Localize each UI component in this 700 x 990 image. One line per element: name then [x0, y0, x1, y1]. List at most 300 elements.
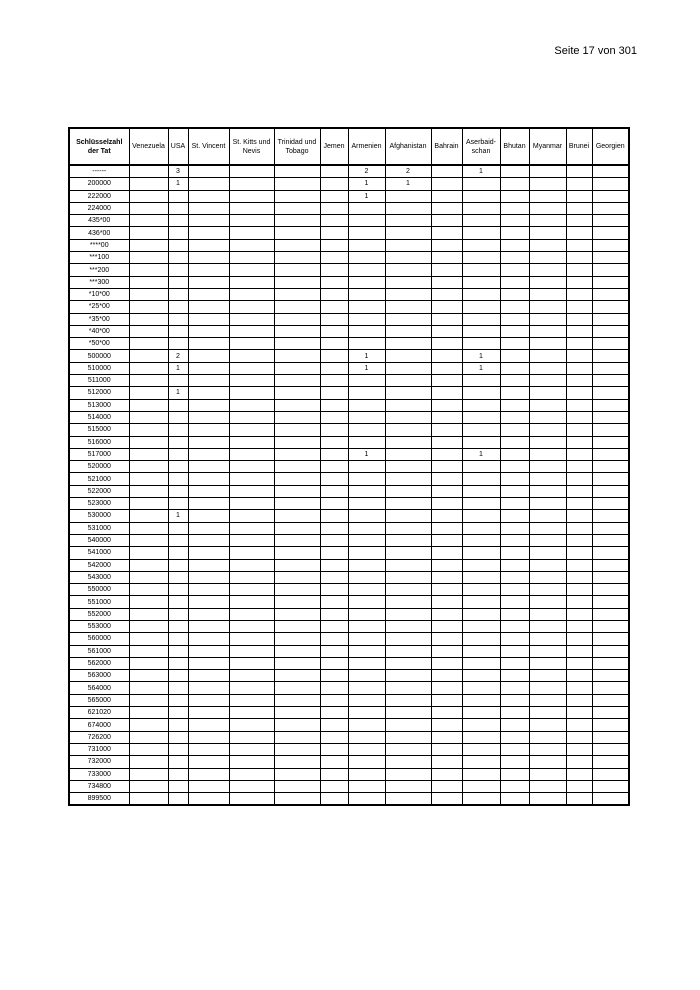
count-cell	[320, 743, 348, 755]
count-cell	[188, 178, 229, 190]
count-cell	[592, 362, 629, 374]
count-cell	[566, 485, 592, 497]
count-cell	[274, 276, 320, 288]
count-cell	[500, 325, 529, 337]
count-cell	[274, 338, 320, 350]
table-row	[69, 534, 629, 546]
count-cell	[431, 534, 462, 546]
table-row	[69, 522, 629, 534]
count-cell	[592, 165, 629, 178]
count-cell	[462, 793, 500, 806]
count-cell	[500, 743, 529, 755]
count-cell	[129, 436, 168, 448]
table-row	[69, 178, 629, 190]
count-cell	[431, 608, 462, 620]
count-cell	[188, 756, 229, 768]
header-label-line: Jemen	[323, 143, 345, 150]
count-cell	[348, 522, 385, 534]
count-cell	[129, 522, 168, 534]
count-cell	[566, 288, 592, 300]
count-cell	[188, 387, 229, 399]
count-cell	[592, 202, 629, 214]
count-cell	[320, 645, 348, 657]
offense-key-cell: 540000	[69, 534, 129, 546]
count-cell	[592, 215, 629, 227]
count-cell	[320, 571, 348, 583]
count-cell	[566, 165, 592, 178]
count-cell	[348, 264, 385, 276]
count-cell	[431, 498, 462, 510]
count-cell	[462, 325, 500, 337]
count-cell	[566, 743, 592, 755]
count-cell	[168, 768, 188, 780]
count-cell	[274, 620, 320, 632]
count-cell	[529, 793, 566, 806]
count-cell	[188, 202, 229, 214]
offense-key-cell: *35*00	[69, 313, 129, 325]
count-cell	[129, 498, 168, 510]
count-cell	[129, 559, 168, 571]
offense-key-cell: 224000	[69, 202, 129, 214]
count-cell	[566, 559, 592, 571]
count-cell	[274, 768, 320, 780]
offense-key-cell: *40*00	[69, 325, 129, 337]
count-cell	[320, 559, 348, 571]
count-cell	[529, 571, 566, 583]
count-cell	[385, 608, 431, 620]
count-cell	[500, 362, 529, 374]
count-cell	[431, 682, 462, 694]
count-cell	[431, 596, 462, 608]
count-cell: 3	[168, 165, 188, 178]
count-cell	[500, 473, 529, 485]
count-cell	[592, 633, 629, 645]
count-cell	[566, 411, 592, 423]
count-cell	[529, 301, 566, 313]
count-cell	[129, 215, 168, 227]
table-row	[69, 547, 629, 559]
table-row	[69, 362, 629, 374]
count-cell	[385, 276, 431, 288]
offense-key-cell: ***100	[69, 252, 129, 264]
count-cell	[592, 731, 629, 743]
count-cell	[274, 547, 320, 559]
count-cell	[462, 547, 500, 559]
table-row	[69, 485, 629, 497]
count-cell	[168, 215, 188, 227]
count-cell	[431, 313, 462, 325]
count-cell	[529, 547, 566, 559]
count-cell	[229, 276, 274, 288]
table-row	[69, 510, 629, 522]
count-cell	[320, 215, 348, 227]
count-cell	[129, 780, 168, 792]
count-cell	[500, 584, 529, 596]
table-row	[69, 436, 629, 448]
count-cell	[592, 264, 629, 276]
count-cell	[592, 719, 629, 731]
count-cell	[566, 756, 592, 768]
offense-key-cell: 521000	[69, 473, 129, 485]
count-cell	[462, 743, 500, 755]
count-cell	[592, 522, 629, 534]
count-cell	[592, 657, 629, 669]
count-cell	[529, 461, 566, 473]
count-cell	[431, 375, 462, 387]
count-cell	[566, 498, 592, 510]
count-cell	[320, 448, 348, 460]
offense-key-cell: ***200	[69, 264, 129, 276]
count-cell	[274, 301, 320, 313]
count-cell	[385, 461, 431, 473]
count-cell	[566, 387, 592, 399]
count-cell	[385, 202, 431, 214]
count-cell	[385, 301, 431, 313]
count-cell	[385, 743, 431, 755]
table-row	[69, 793, 629, 806]
count-cell	[385, 498, 431, 510]
offense-key-cell: 734800	[69, 780, 129, 792]
count-cell	[320, 793, 348, 806]
table-row	[69, 731, 629, 743]
count-cell	[168, 227, 188, 239]
count-cell	[566, 522, 592, 534]
count-cell	[274, 596, 320, 608]
count-cell	[129, 534, 168, 546]
count-cell	[592, 424, 629, 436]
count-cell	[529, 559, 566, 571]
count-cell	[385, 375, 431, 387]
count-cell	[129, 362, 168, 374]
count-cell	[168, 559, 188, 571]
count-cell	[500, 596, 529, 608]
count-cell	[500, 165, 529, 178]
count-cell: 1	[168, 178, 188, 190]
count-cell	[229, 375, 274, 387]
count-cell: 1	[462, 350, 500, 362]
header-armenien	[348, 128, 385, 165]
count-cell	[320, 522, 348, 534]
offense-key-cell: 552000	[69, 608, 129, 620]
header-label-line: St. Vincent	[191, 143, 226, 150]
count-cell	[462, 584, 500, 596]
count-cell	[592, 694, 629, 706]
count-cell	[462, 707, 500, 719]
offense-key-cell: 621020	[69, 707, 129, 719]
count-cell	[168, 682, 188, 694]
header-label-line: Trinidad und	[277, 138, 317, 146]
count-cell	[431, 436, 462, 448]
count-cell	[462, 780, 500, 792]
count-cell	[385, 387, 431, 399]
count-cell	[592, 756, 629, 768]
count-cell	[274, 707, 320, 719]
count-cell	[229, 215, 274, 227]
count-cell	[320, 190, 348, 202]
count-cell	[188, 461, 229, 473]
table-row	[69, 694, 629, 706]
count-cell	[462, 178, 500, 190]
count-cell	[462, 756, 500, 768]
count-cell	[500, 768, 529, 780]
count-cell	[274, 436, 320, 448]
count-cell	[462, 571, 500, 583]
count-cell	[229, 448, 274, 460]
table-row	[69, 239, 629, 251]
count-cell	[129, 276, 168, 288]
count-cell	[431, 448, 462, 460]
count-cell	[320, 375, 348, 387]
count-cell	[592, 252, 629, 264]
header-label-line: der Tat	[87, 147, 111, 155]
count-cell	[529, 387, 566, 399]
count-cell	[129, 743, 168, 755]
count-cell	[188, 768, 229, 780]
header-bhutan	[500, 128, 529, 165]
count-cell	[229, 338, 274, 350]
count-cell	[129, 252, 168, 264]
count-cell	[168, 596, 188, 608]
count-cell	[566, 350, 592, 362]
offense-key-cell: 514000	[69, 411, 129, 423]
count-cell	[500, 534, 529, 546]
count-cell	[320, 387, 348, 399]
count-cell	[188, 719, 229, 731]
count-cell	[529, 584, 566, 596]
count-cell	[592, 375, 629, 387]
count-cell	[462, 620, 500, 632]
table-row	[69, 559, 629, 571]
count-cell: 1	[348, 190, 385, 202]
count-cell	[385, 584, 431, 596]
header-brunei	[566, 128, 592, 165]
count-cell	[129, 424, 168, 436]
count-cell	[320, 620, 348, 632]
count-cell	[188, 239, 229, 251]
count-cell	[592, 473, 629, 485]
count-cell	[385, 424, 431, 436]
count-cell	[320, 461, 348, 473]
count-cell	[188, 707, 229, 719]
count-cell	[462, 559, 500, 571]
count-cell	[529, 657, 566, 669]
count-cell	[529, 424, 566, 436]
count-cell	[229, 190, 274, 202]
count-cell	[274, 313, 320, 325]
count-cell	[431, 620, 462, 632]
table-row	[69, 252, 629, 264]
count-cell	[188, 584, 229, 596]
count-cell	[500, 682, 529, 694]
count-cell	[229, 510, 274, 522]
count-cell	[188, 547, 229, 559]
count-cell	[168, 522, 188, 534]
count-cell	[385, 559, 431, 571]
count-cell	[168, 264, 188, 276]
count-cell	[431, 657, 462, 669]
count-cell	[500, 608, 529, 620]
count-cell	[529, 264, 566, 276]
count-cell	[129, 485, 168, 497]
offense-key-cell: 436*00	[69, 227, 129, 239]
count-cell	[566, 596, 592, 608]
count-cell	[500, 301, 529, 313]
count-cell	[529, 375, 566, 387]
table-row	[69, 202, 629, 214]
count-cell	[385, 338, 431, 350]
count-cell: 1	[168, 362, 188, 374]
count-cell	[129, 313, 168, 325]
count-cell	[592, 534, 629, 546]
count-cell	[529, 645, 566, 657]
count-cell: 2	[348, 165, 385, 178]
count-cell	[566, 633, 592, 645]
count-cell	[431, 178, 462, 190]
count-cell	[129, 620, 168, 632]
offense-key-cell: 541000	[69, 547, 129, 559]
count-cell	[529, 620, 566, 632]
count-cell	[566, 424, 592, 436]
offense-key-cell: 899500	[69, 793, 129, 806]
count-cell	[348, 387, 385, 399]
table-row	[69, 165, 629, 178]
count-cell	[168, 301, 188, 313]
count-cell	[500, 190, 529, 202]
count-cell	[229, 559, 274, 571]
count-cell	[592, 743, 629, 755]
count-cell	[274, 657, 320, 669]
header-afghanistan	[385, 128, 431, 165]
count-cell	[188, 338, 229, 350]
header-label-line: Tobago	[285, 147, 309, 155]
count-cell	[348, 571, 385, 583]
count-cell	[188, 264, 229, 276]
count-cell	[500, 559, 529, 571]
count-cell	[274, 362, 320, 374]
count-cell	[229, 547, 274, 559]
count-cell	[385, 707, 431, 719]
count-cell	[566, 473, 592, 485]
count-cell	[529, 399, 566, 411]
count-cell	[500, 731, 529, 743]
table-row	[69, 325, 629, 337]
count-cell	[431, 584, 462, 596]
count-cell	[129, 325, 168, 337]
count-cell	[274, 448, 320, 460]
count-cell	[320, 608, 348, 620]
offense-key-cell: 562000	[69, 657, 129, 669]
count-cell	[129, 264, 168, 276]
offense-key-cell: 733000	[69, 768, 129, 780]
count-cell	[592, 547, 629, 559]
offense-key-cell: ***300	[69, 276, 129, 288]
count-cell	[566, 682, 592, 694]
count-cell	[592, 571, 629, 583]
count-cell	[500, 264, 529, 276]
table-body	[69, 165, 629, 805]
count-cell	[385, 252, 431, 264]
offense-key-cell: ****00	[69, 239, 129, 251]
table-header-row	[69, 128, 629, 165]
count-cell	[431, 485, 462, 497]
count-cell	[431, 338, 462, 350]
count-cell	[168, 670, 188, 682]
header-label-line: Bhutan	[503, 143, 526, 150]
count-cell	[431, 707, 462, 719]
count-cell	[566, 202, 592, 214]
count-cell	[274, 387, 320, 399]
count-cell	[500, 645, 529, 657]
count-cell	[348, 633, 385, 645]
count-cell	[462, 387, 500, 399]
count-cell	[348, 547, 385, 559]
count-cell	[462, 510, 500, 522]
table-row	[69, 596, 629, 608]
count-cell	[385, 547, 431, 559]
count-cell	[320, 596, 348, 608]
count-cell	[431, 387, 462, 399]
count-cell	[500, 547, 529, 559]
count-cell	[348, 596, 385, 608]
count-cell	[385, 756, 431, 768]
count-cell	[229, 387, 274, 399]
count-cell	[320, 510, 348, 522]
header-georgien	[592, 128, 629, 165]
count-cell	[348, 202, 385, 214]
count-cell	[168, 756, 188, 768]
count-cell	[385, 190, 431, 202]
page-number: Seite 17 von 301	[554, 45, 637, 57]
count-cell	[592, 411, 629, 423]
offense-key-cell: 515000	[69, 424, 129, 436]
count-cell	[274, 743, 320, 755]
count-cell	[188, 436, 229, 448]
count-cell	[385, 313, 431, 325]
count-cell	[500, 288, 529, 300]
count-cell	[385, 448, 431, 460]
count-cell	[320, 227, 348, 239]
count-cell	[188, 301, 229, 313]
count-cell	[129, 239, 168, 251]
count-cell	[500, 657, 529, 669]
count-cell	[168, 731, 188, 743]
count-cell	[462, 288, 500, 300]
count-cell	[431, 399, 462, 411]
count-cell	[168, 584, 188, 596]
count-cell	[129, 571, 168, 583]
count-cell	[188, 252, 229, 264]
count-cell	[566, 657, 592, 669]
count-cell	[462, 424, 500, 436]
count-cell	[431, 645, 462, 657]
count-cell	[168, 288, 188, 300]
count-cell	[348, 461, 385, 473]
count-cell	[462, 485, 500, 497]
count-cell	[385, 522, 431, 534]
count-cell	[229, 707, 274, 719]
offense-key-cell: 222000	[69, 190, 129, 202]
count-cell	[188, 731, 229, 743]
count-cell	[320, 264, 348, 276]
table-row	[69, 338, 629, 350]
header-key-of-offense	[69, 128, 129, 165]
count-cell	[188, 694, 229, 706]
table-row	[69, 620, 629, 632]
table-row	[69, 571, 629, 583]
count-cell	[431, 350, 462, 362]
count-cell	[592, 485, 629, 497]
count-cell	[500, 227, 529, 239]
